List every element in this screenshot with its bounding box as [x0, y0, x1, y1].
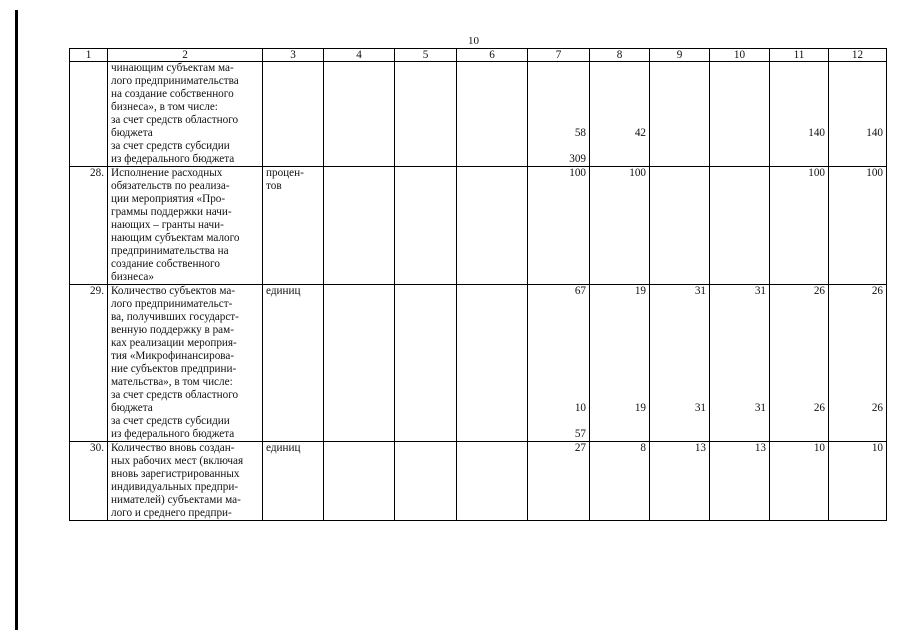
column-6-cell	[457, 442, 528, 521]
table-row	[70, 442, 887, 521]
cell-lines	[111, 442, 259, 520]
cell-line	[832, 415, 883, 428]
cell-line: единиц	[266, 285, 301, 297]
cell-lines	[266, 167, 320, 193]
cell-lines	[832, 167, 883, 180]
cell-line	[773, 62, 825, 75]
cell-line: ных рабочих мест (включая	[111, 455, 244, 467]
cell-lines	[111, 285, 259, 441]
cell-line	[593, 337, 646, 350]
column-header-6: 6	[457, 49, 528, 62]
cell-line	[713, 167, 766, 180]
column-4-cell	[324, 442, 395, 521]
row-number-cell: 29.	[70, 285, 108, 442]
cell-line	[773, 311, 825, 324]
row-number-cell	[70, 62, 108, 167]
cell-line	[531, 62, 586, 75]
column-8-cell	[590, 167, 650, 285]
cell-line: предпринимательства на	[111, 245, 229, 257]
column-header-9: 9	[650, 49, 710, 62]
cell-line	[593, 101, 646, 114]
cell-line: нимателей) субъектами ма-	[111, 494, 241, 506]
table-body	[70, 62, 887, 521]
cell-line	[713, 428, 766, 441]
cell-lines	[593, 285, 646, 441]
column-header-8: 8	[590, 49, 650, 62]
cell-line: лого предпринимательст-	[111, 298, 233, 310]
cell-line: вновь зарегистрированных	[111, 468, 240, 480]
cell-line: бизнеса», в том числе:	[111, 101, 218, 113]
column-header-11: 11	[770, 49, 829, 62]
cell-line: 10	[871, 442, 883, 454]
cell-line: 31	[694, 402, 706, 414]
cell-lines	[531, 62, 586, 166]
column-6-cell	[457, 167, 528, 285]
cell-line	[266, 62, 320, 75]
cell-lines	[653, 285, 706, 441]
cell-line: 27	[574, 442, 586, 454]
cell-lines	[653, 442, 706, 455]
cell-line: за счет средств субсидии	[111, 140, 230, 152]
cell-line	[593, 415, 646, 428]
cell-line	[773, 324, 825, 337]
cell-line	[653, 363, 706, 376]
cell-line: Количество вновь создан-	[111, 442, 235, 454]
cell-line: ции мероприятия «Про-	[111, 193, 226, 205]
cell-line	[773, 415, 825, 428]
cell-line: единиц	[266, 442, 301, 454]
indicator-description-cell	[108, 442, 263, 521]
cell-line: за счет средств областного	[111, 114, 239, 126]
cell-line: 31	[754, 402, 766, 414]
column-12-cell	[829, 285, 887, 442]
cell-line	[593, 298, 646, 311]
unit-cell	[263, 167, 324, 285]
cell-line	[713, 350, 766, 363]
cell-line: лого предпринимательства	[111, 75, 239, 87]
cell-line	[832, 101, 883, 114]
indicator-description-cell	[108, 167, 263, 285]
cell-line	[832, 363, 883, 376]
cell-line: 57	[574, 428, 586, 440]
cell-lines	[773, 442, 825, 455]
cell-line	[773, 389, 825, 402]
cell-line: процен-	[266, 167, 304, 179]
cell-line: за счет средств областного	[111, 389, 239, 401]
column-12-cell	[829, 167, 887, 285]
cell-line	[713, 376, 766, 389]
column-8-cell	[590, 62, 650, 167]
column-5-cell	[395, 442, 457, 521]
cell-line	[832, 337, 883, 350]
column-10-cell	[710, 62, 770, 167]
cell-line: Количество субъектов ма-	[111, 285, 236, 297]
column-7-cell	[528, 167, 590, 285]
cell-line	[832, 62, 883, 75]
cell-lines	[713, 442, 766, 455]
row-number-cell: 30.	[70, 442, 108, 521]
column-9-cell	[650, 62, 710, 167]
cell-line: на создание собственного	[111, 88, 234, 100]
column-4-cell	[324, 62, 395, 167]
cell-line	[593, 88, 646, 101]
column-header-7: 7	[528, 49, 590, 62]
cell-line: бюджета	[111, 402, 153, 414]
column-8-cell	[590, 442, 650, 521]
column-11-cell	[770, 62, 829, 167]
cell-line: 100	[569, 167, 586, 179]
cell-line	[653, 415, 706, 428]
cell-line	[593, 389, 646, 402]
column-7-cell	[528, 442, 590, 521]
indicators-table	[69, 48, 887, 521]
cell-lines	[653, 62, 706, 75]
cell-line	[832, 376, 883, 389]
cell-line	[531, 337, 586, 350]
column-8-cell	[590, 285, 650, 442]
cell-line	[593, 62, 646, 75]
cell-line: 309	[569, 153, 586, 165]
column-4-cell	[324, 167, 395, 285]
table-row	[70, 167, 887, 285]
unit-cell	[263, 285, 324, 442]
cell-line	[773, 298, 825, 311]
column-6-cell	[457, 285, 528, 442]
cell-line	[832, 114, 883, 127]
cell-line: 26	[813, 402, 825, 414]
cell-line	[531, 324, 586, 337]
cell-line	[832, 389, 883, 402]
cell-lines	[531, 285, 586, 441]
cell-lines	[773, 285, 825, 441]
cell-line	[653, 428, 706, 441]
cell-line	[531, 140, 586, 153]
cell-line	[832, 153, 883, 166]
cell-line: 26	[813, 285, 825, 297]
unit-cell	[263, 442, 324, 521]
cell-line	[773, 88, 825, 101]
cell-line: индивидуальных предпри-	[111, 481, 239, 493]
cell-line: ние субъектов предприни-	[111, 363, 237, 375]
cell-line: 13	[754, 442, 766, 454]
cell-line	[593, 350, 646, 363]
cell-line: венную поддержку в рам-	[111, 324, 234, 336]
page-number: 10	[468, 35, 479, 47]
binding-edge-bar	[15, 10, 18, 630]
cell-line	[653, 350, 706, 363]
cell-lines	[111, 62, 259, 166]
cell-line	[713, 363, 766, 376]
column-header-12: 12	[829, 49, 887, 62]
cell-lines	[531, 442, 586, 455]
cell-line: Исполнение расходных	[111, 167, 223, 179]
cell-line: чинающим субъектам ма-	[111, 62, 234, 74]
cell-line: 58	[574, 127, 586, 139]
cell-line: мательства», в том числе:	[111, 376, 233, 388]
cell-line	[653, 311, 706, 324]
cell-line: 19	[634, 402, 646, 414]
cell-line	[593, 140, 646, 153]
cell-line	[713, 337, 766, 350]
column-7-cell	[528, 285, 590, 442]
cell-line: 26	[871, 285, 883, 297]
cell-line: из федерального бюджета	[111, 153, 235, 165]
cell-line	[653, 62, 706, 75]
cell-lines	[773, 62, 825, 166]
cell-line	[531, 415, 586, 428]
cell-line: нающим субъектам малого	[111, 232, 240, 244]
cell-line: 140	[808, 127, 825, 139]
cell-line: 13	[694, 442, 706, 454]
cell-line: за счет средств субсидии	[111, 415, 230, 427]
column-9-cell	[650, 285, 710, 442]
column-6-cell	[457, 62, 528, 167]
column-11-cell	[770, 167, 829, 285]
cell-lines	[713, 167, 766, 180]
cell-line	[713, 62, 766, 75]
cell-lines	[111, 167, 259, 284]
cell-lines	[713, 62, 766, 75]
column-10-cell	[710, 442, 770, 521]
cell-lines	[653, 167, 706, 180]
column-11-cell	[770, 285, 829, 442]
cell-line: ках реализации мероприя-	[111, 337, 237, 349]
column-number-row	[70, 49, 887, 62]
cell-lines	[266, 285, 320, 298]
cell-line	[531, 101, 586, 114]
column-header-1: 1	[70, 49, 108, 62]
cell-line: 8	[640, 442, 646, 454]
cell-line	[832, 311, 883, 324]
row-number-cell: 28.	[70, 167, 108, 285]
column-header-2: 2	[108, 49, 263, 62]
cell-line	[531, 376, 586, 389]
column-5-cell	[395, 62, 457, 167]
cell-line	[653, 324, 706, 337]
cell-line: ва, получивших государст-	[111, 311, 239, 323]
unit-cell	[263, 62, 324, 167]
cell-lines	[832, 62, 883, 166]
cell-line	[531, 75, 586, 88]
cell-lines	[593, 442, 646, 455]
cell-line	[593, 311, 646, 324]
column-10-cell	[710, 167, 770, 285]
cell-line	[832, 88, 883, 101]
cell-line	[593, 324, 646, 337]
cell-line	[773, 140, 825, 153]
cell-line: нающих – гранты начи-	[111, 219, 224, 231]
cell-line	[593, 428, 646, 441]
cell-line: бизнеса»	[111, 271, 154, 283]
indicator-description-cell	[108, 62, 263, 167]
cell-line: из федерального бюджета	[111, 428, 235, 440]
cell-line	[773, 337, 825, 350]
column-header-5: 5	[395, 49, 457, 62]
cell-lines	[713, 285, 766, 441]
cell-line	[832, 350, 883, 363]
cell-line	[593, 114, 646, 127]
column-11-cell	[770, 442, 829, 521]
cell-line	[832, 428, 883, 441]
cell-line	[531, 88, 586, 101]
cell-lines	[593, 62, 646, 166]
column-4-cell	[324, 285, 395, 442]
cell-line	[531, 363, 586, 376]
cell-line	[593, 75, 646, 88]
cell-lines	[266, 62, 320, 75]
cell-line: 26	[871, 402, 883, 414]
cell-line	[832, 75, 883, 88]
cell-line	[653, 389, 706, 402]
cell-lines	[266, 442, 320, 455]
cell-line	[593, 363, 646, 376]
column-12-cell	[829, 62, 887, 167]
column-header-10: 10	[710, 49, 770, 62]
cell-line	[832, 140, 883, 153]
cell-line	[653, 337, 706, 350]
indicator-description-cell	[108, 285, 263, 442]
cell-line	[531, 114, 586, 127]
cell-line	[653, 167, 706, 180]
cell-line	[593, 376, 646, 389]
table-row	[70, 285, 887, 442]
cell-line	[593, 153, 646, 166]
cell-line: 19	[634, 285, 646, 297]
cell-line: создание собственного	[111, 258, 220, 270]
cell-line	[531, 350, 586, 363]
cell-line	[713, 415, 766, 428]
cell-line	[531, 311, 586, 324]
cell-line	[773, 101, 825, 114]
column-header-4: 4	[324, 49, 395, 62]
cell-line: 10	[574, 402, 586, 414]
cell-line	[773, 376, 825, 389]
cell-line: 42	[634, 127, 646, 139]
column-12-cell	[829, 442, 887, 521]
cell-line: тия «Микрофинансирова-	[111, 350, 235, 362]
cell-line	[653, 298, 706, 311]
column-5-cell	[395, 285, 457, 442]
cell-line: 140	[866, 127, 883, 139]
cell-line	[773, 363, 825, 376]
column-9-cell	[650, 167, 710, 285]
column-9-cell	[650, 442, 710, 521]
cell-line: 31	[754, 285, 766, 297]
cell-line: 67	[574, 285, 586, 297]
column-10-cell	[710, 285, 770, 442]
cell-line	[531, 298, 586, 311]
cell-line	[773, 350, 825, 363]
cell-line	[773, 153, 825, 166]
column-7-cell	[528, 62, 590, 167]
cell-line	[773, 428, 825, 441]
cell-line	[653, 376, 706, 389]
cell-lines	[832, 442, 883, 455]
column-5-cell	[395, 167, 457, 285]
cell-line: 100	[629, 167, 646, 179]
cell-line	[832, 298, 883, 311]
column-header-3: 3	[263, 49, 324, 62]
cell-line: 100	[866, 167, 883, 179]
cell-line: 31	[694, 285, 706, 297]
cell-line: 100	[808, 167, 825, 179]
cell-line	[713, 298, 766, 311]
cell-line	[531, 389, 586, 402]
cell-line: лого и среднего предпри-	[111, 507, 232, 519]
cell-line	[773, 75, 825, 88]
cell-line: тов	[266, 180, 282, 192]
cell-line: граммы поддержки начи-	[111, 206, 232, 218]
cell-line	[713, 389, 766, 402]
cell-line	[713, 311, 766, 324]
cell-line	[713, 324, 766, 337]
cell-line	[832, 324, 883, 337]
cell-lines	[593, 167, 646, 180]
cell-line	[773, 114, 825, 127]
cell-lines	[531, 167, 586, 180]
cell-line: бюджета	[111, 127, 153, 139]
cell-lines	[773, 167, 825, 180]
cell-line: обязательств по реализа-	[111, 180, 230, 192]
cell-lines	[832, 285, 883, 441]
cell-line: 10	[813, 442, 825, 454]
table-row	[70, 62, 887, 167]
